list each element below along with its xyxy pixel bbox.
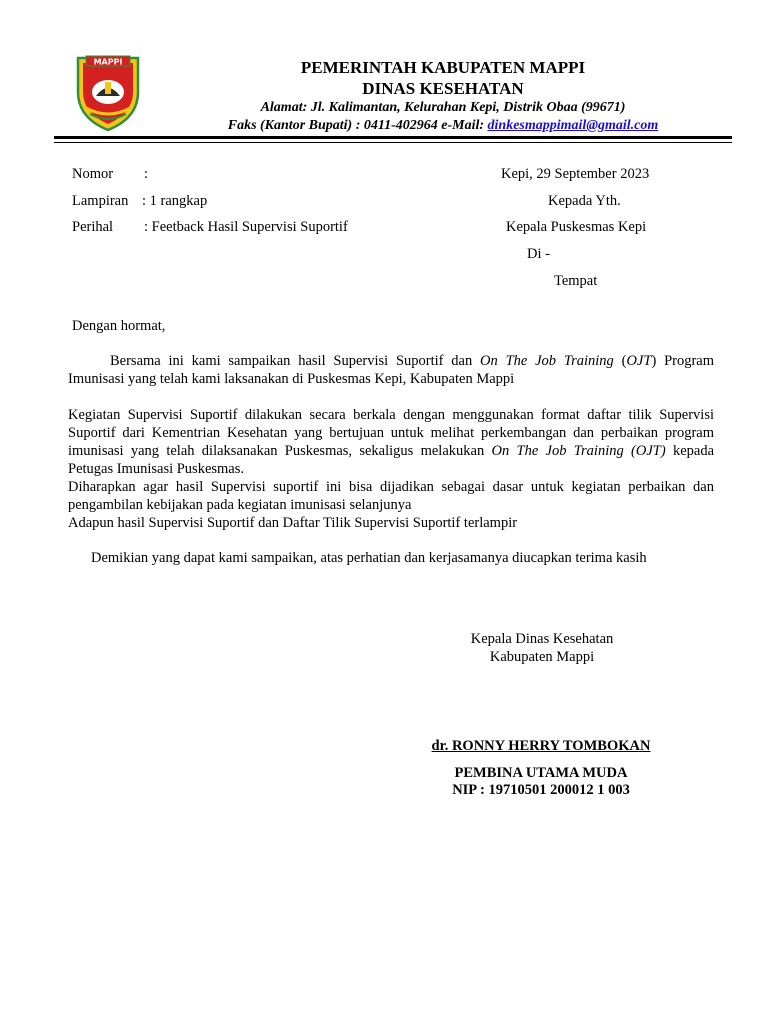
paragraph-2 xyxy=(68,406,714,478)
nama-pejabat: dr. RONNY HERRY TOMBOKAN xyxy=(431,738,651,754)
penutup: Demikian yang dapat kami sampaikan, atas perhatian dan kerjasamanya diucapkan terima kasih xyxy=(91,550,647,566)
p2-italic: On The Job Training (OJT) xyxy=(491,443,666,459)
tanggal: Kepi, 29 September 2023 xyxy=(501,166,650,182)
mappi-regency-logo xyxy=(72,52,144,132)
kop-alamat: Alamat: Jl. Kalimantan, Kelurahan Kepi, Distrik Obaa (99671) xyxy=(260,100,626,115)
p1-italic-2: OJT xyxy=(626,353,652,369)
kop-line-1: PEMERINTAH KABUPATEN MAPPI xyxy=(300,58,586,77)
kop-line-2: DINAS KESEHATAN xyxy=(362,79,524,98)
lampiran-label: Lampiran xyxy=(72,193,129,209)
p2-b: kepada Petugas Imunisasi Puskesmas. xyxy=(68,443,715,477)
jabatan-1: Kepala Dinas Kesehatan xyxy=(470,631,614,647)
p1-a: Bersama ini kami sampaikan hasil Supervisi Suportif dan xyxy=(110,353,481,369)
p1-italic: On The Job Training xyxy=(480,353,614,369)
jabatan-2: Kabupaten Mappi xyxy=(489,649,595,665)
kop-rule-thin xyxy=(54,142,732,143)
nip: NIP : 19710501 200012 1 003 xyxy=(452,782,630,798)
di: Di - xyxy=(527,246,550,262)
logo-text: MAPPI xyxy=(93,57,123,67)
perihal-value: : Feetback Hasil Supervisi Suportif xyxy=(144,219,348,235)
kepada: Kepada Yth. xyxy=(548,193,621,209)
paragraph-1 xyxy=(68,352,714,388)
nomor-label: Nomor xyxy=(72,166,114,182)
p2-a: Kegiatan Supervisi Suportif dilakukan secara berkala dengan menggunakan format daftar tilik Supervisi Suportif dari Kementrian Kesehatan yang bertujuan untuk melihat perkembangan dan perbaikan program imunisasi yang telah dilaksanakan Puskesmas, sekaligus melakukan xyxy=(68,407,714,459)
salam: Dengan hormat, xyxy=(72,318,166,334)
penerima: Kepala Puskesmas Kepi xyxy=(506,219,647,235)
kop-faks: Faks (Kantor Bupati) : 0411-402964 e-Mail: xyxy=(227,118,488,133)
lampiran-value: : 1 rangkap xyxy=(142,193,208,209)
perihal-label: Perihal xyxy=(72,219,114,235)
nomor-value: : xyxy=(144,166,149,182)
kop-faks-email xyxy=(150,118,736,134)
paragraph-3: Diharapkan agar hasil Supervisi suportif ini bisa dijadikan sebagai dasar untuk kegiatan perbaikan dan pengambilan kebijakan pada kegiatan imunisasi selanjunya xyxy=(68,479,714,513)
email-link[interactable]: dinkesmappimail@gmail.com xyxy=(487,118,659,133)
tempat: Tempat xyxy=(554,273,598,289)
p1-c: ) Program Imunisasi yang telah kami laksanakan di Puskesmas Kepi, Kabupaten Mappi xyxy=(68,353,714,387)
kop-rule-thick xyxy=(54,136,732,139)
pangkat: PEMBINA UTAMA MUDA xyxy=(454,765,628,781)
p1-b: ( xyxy=(613,353,627,369)
paragraph-4: Adapun hasil Supervisi Suportif dan Daftar Tilik Supervisi Suportif terlampir xyxy=(68,515,518,531)
